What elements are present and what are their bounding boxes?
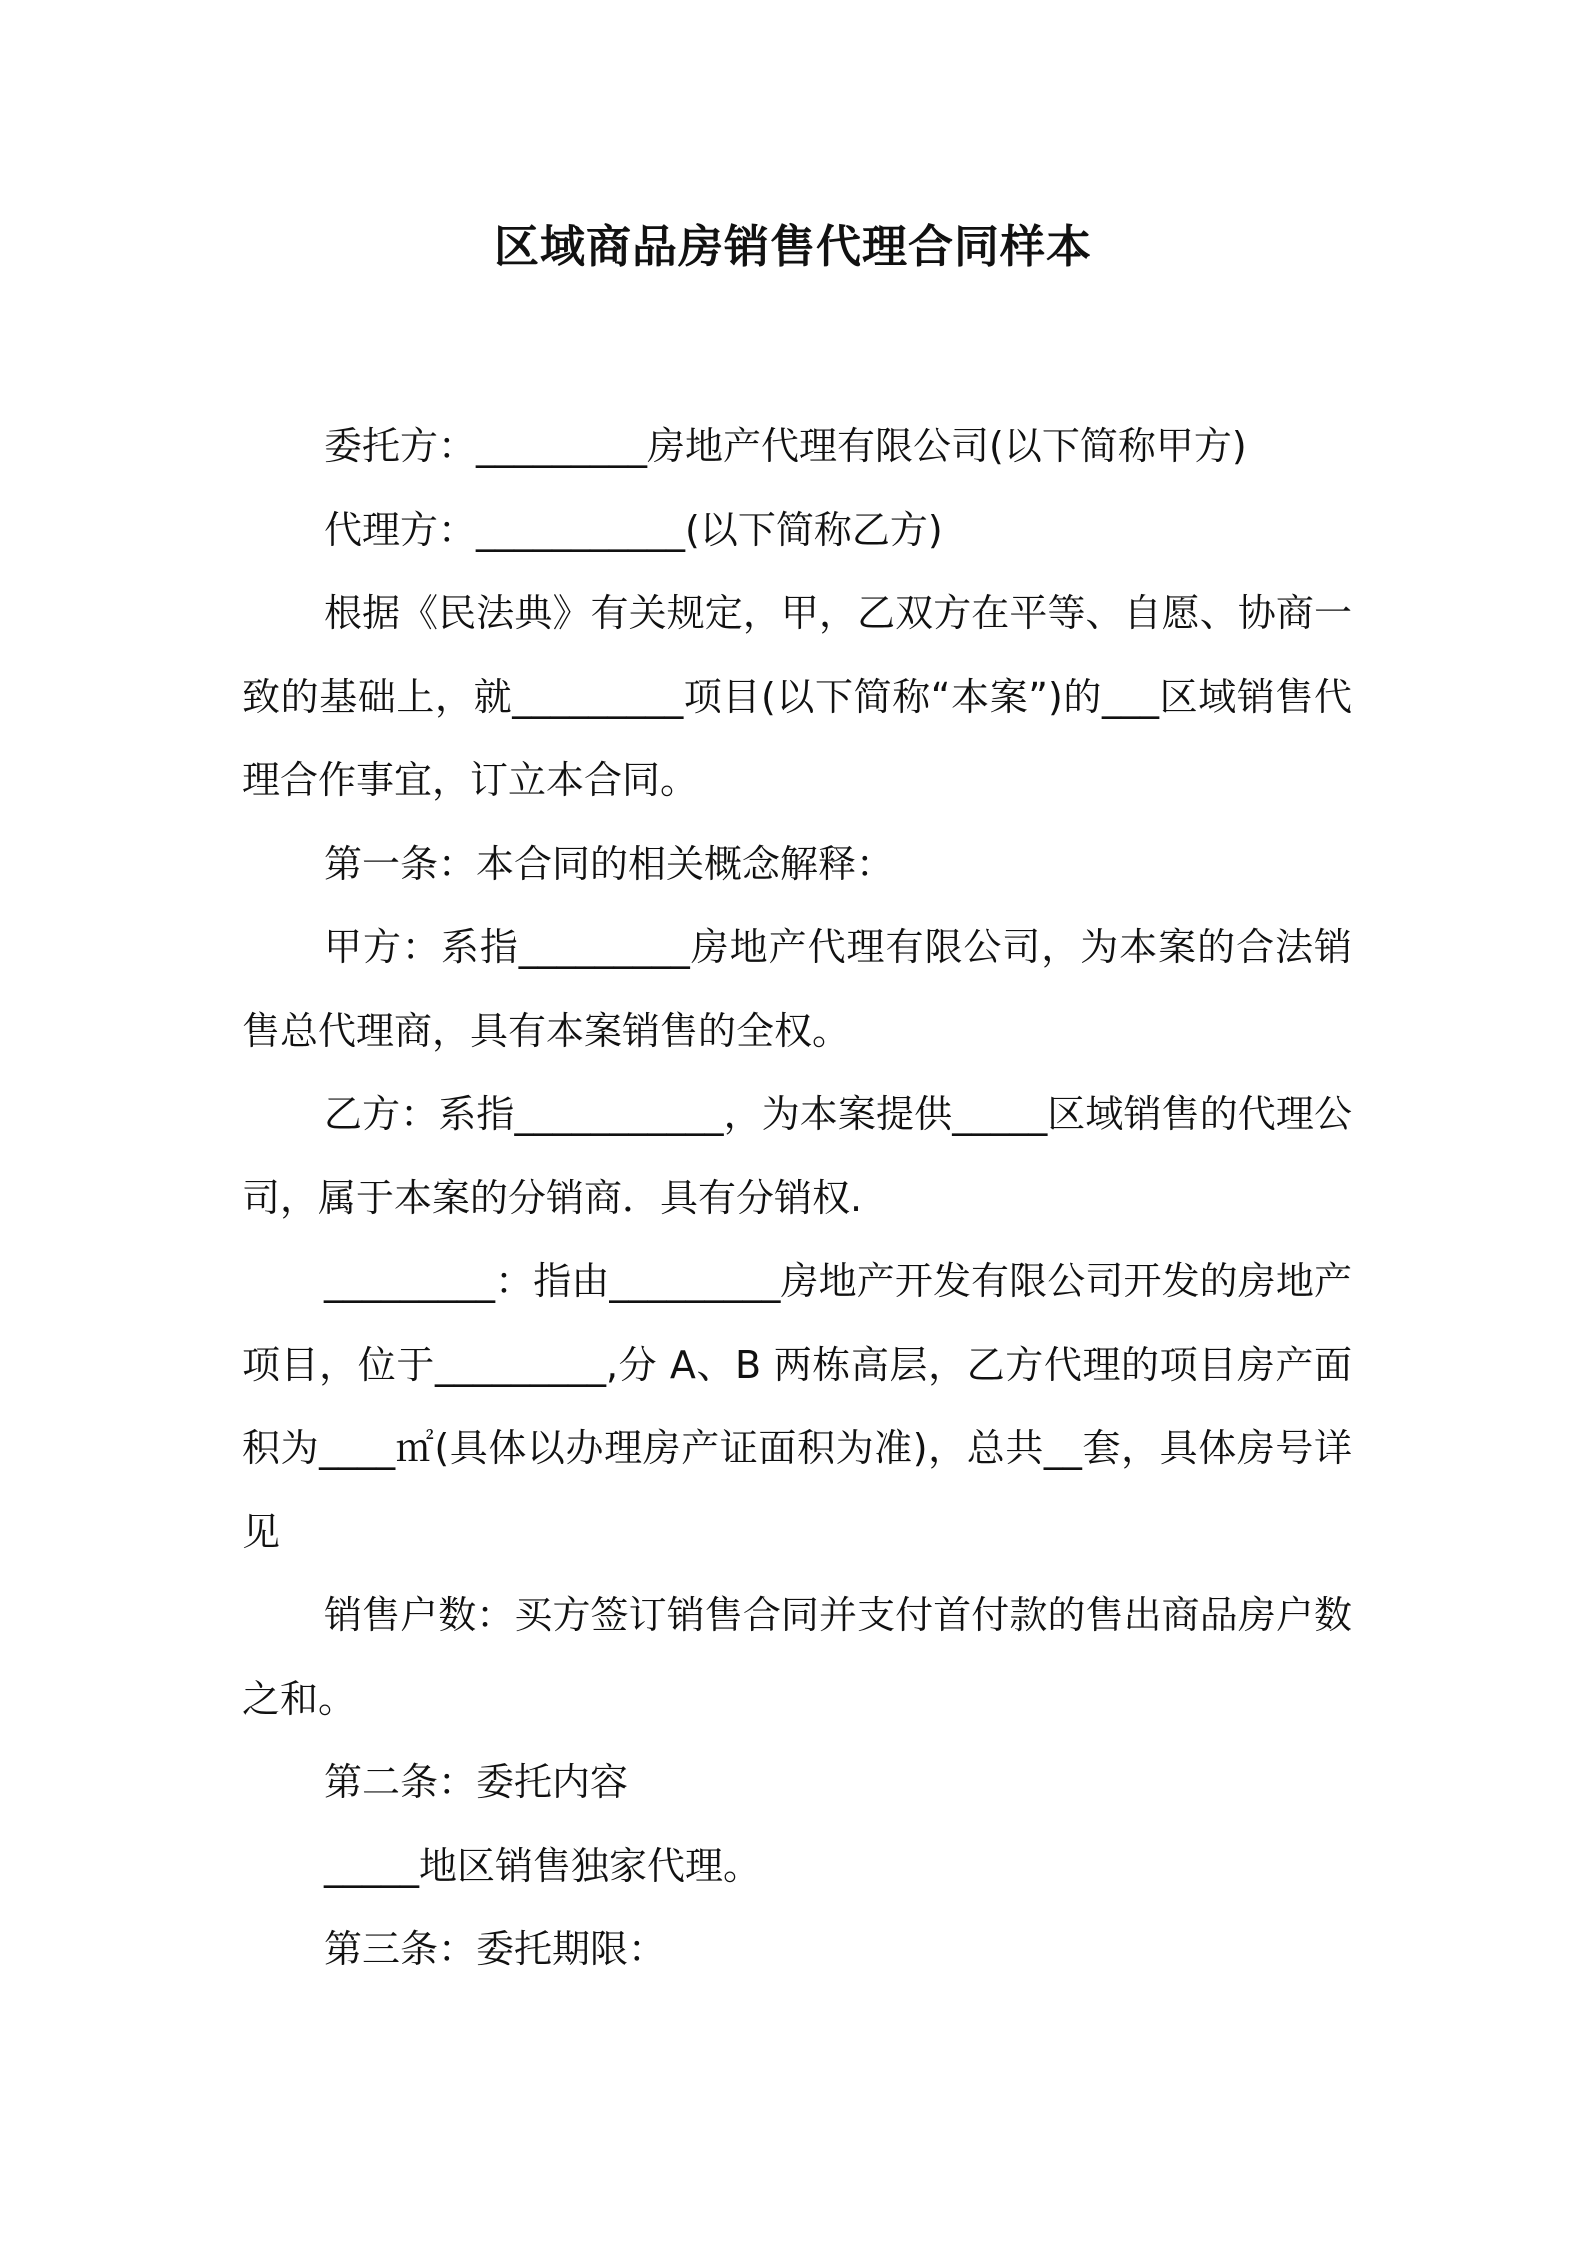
paragraph-agent: 代理方：___________(以下简称乙方) <box>324 507 943 552</box>
article-1-heading: 第一条：本合同的相关概念解释： <box>324 841 895 886</box>
paragraph-commission-content: _____地区销售独家代理。 <box>324 1843 762 1888</box>
paragraph-preamble: 根据《民法典》有关规定，甲，乙双方在平等、自愿、协商一致的基础上，就_________项目(以下简称“本案”)的___区域销售代理合作事宜，订立本合同。 <box>242 591 1352 802</box>
article-2-heading: 第二条：委托内容 <box>324 1760 629 1804</box>
paragraph-project-definition: _________：指由_________房地产开发有限公司开发的房地产项目，位于_________,分 A、B 两栋高层，乙方代理的项目房产面积为____㎡(具体以办理房产证面积为准)，总共__套，具体房号详见 <box>242 1259 1352 1554</box>
paragraph-sales-count-definition: 销售户数：买方签订销售合同并支付首付款的售出商品房户数之和。 <box>242 1593 1352 1721</box>
document-body <box>242 405 1352 1992</box>
paragraph-party-a-definition: 甲方：系指_________房地产代理有限公司，为本案的合法销售总代理商，具有本案销售的全权。 <box>242 925 1352 1053</box>
paragraph-party-b-definition: 乙方：系指___________，为本案提供_____区域销售的代理公司，属于本案的分销商．具有分销权. <box>242 1092 1352 1220</box>
document-title: 区域商品房销售代理合同样本 <box>493 220 1092 273</box>
paragraph-client: 委托方：_________房地产代理有限公司(以下简称甲方) <box>324 424 1247 468</box>
article-3-heading: 第三条：委托期限： <box>324 1927 667 1971</box>
